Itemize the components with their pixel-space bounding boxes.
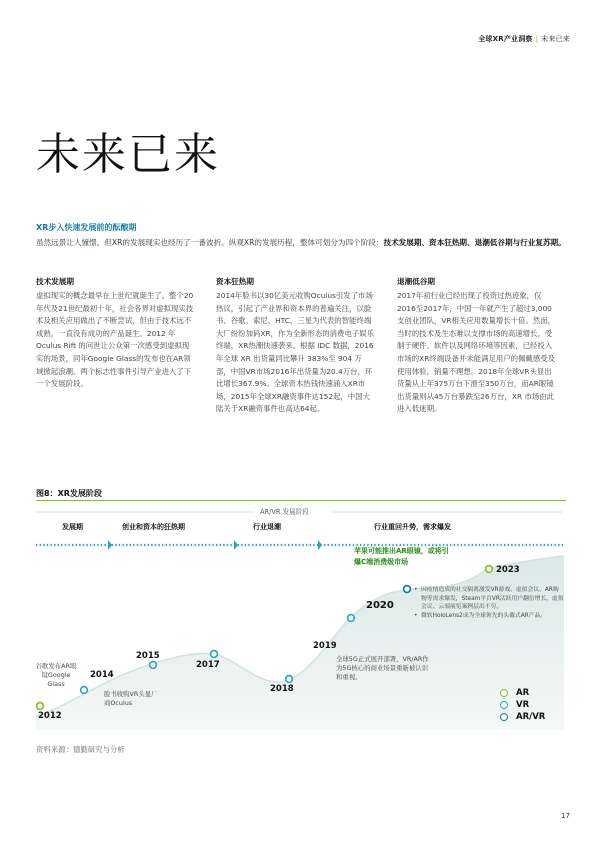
year-2015: 2015 [136, 651, 160, 661]
marker-2017 [211, 651, 218, 658]
stage-divider [234, 540, 238, 550]
legend-dot-vr [500, 701, 508, 709]
header-section: 未来已来 [541, 35, 570, 43]
stage-divider [108, 540, 112, 550]
year-2014: 2014 [90, 670, 114, 680]
legend-label: AR [516, 688, 530, 698]
marker-2020 [404, 586, 411, 593]
year-2019: 2019 [313, 641, 337, 651]
source-note: 资料来源：德勤研究与分析 [36, 745, 125, 754]
column-heading: 技术发展期 [36, 277, 74, 286]
overall-stage-label: AR/VR 发展阶段 [260, 508, 309, 516]
report-name: 全球XR产业洞察 [478, 35, 533, 43]
page-number: 17 [561, 812, 570, 820]
stage-label-development: 发展期 [62, 523, 83, 531]
annotation-2019: 全球5G正式展开部署，VR/AR作为5G核心的商业场景重新被认识和重视。 [336, 655, 429, 681]
intro-bold: 技术发展期、资本狂热期、退潮低谷期与行业复苏期。 [383, 238, 566, 247]
intro-text: 虽然远景让人憧憬，但XR的发展现实也经历了一番波折。纵观XR的发展历程，整体可划分为四个阶段： [36, 238, 384, 247]
column-body: 2017年初行业已经出现了投资过热迹象，仅2016至2017年，中国一年就产生了超过3,000支创业团队，VR相关应用数量增长十倍。然而，当时的技术及生态难以支撑市场的高速增长。受制于硬件、软件以及网络环境等因素，已经投入市场的XR终端设备并未能满足用户的佩戴感受及使用体验，销量不理想。2018年全球VR头显出货量从上年375万台下滑至350万台，而AR眼镜出货量则从45万台暴跌至26万台，XR 市场由此进入低迷期。 [397, 291, 556, 414]
marker-2018 [286, 676, 293, 683]
bullet-item: • 微软HoloLens2成为全球领先的头戴式AR产品。 [414, 612, 564, 621]
legend-item-ar [500, 687, 545, 699]
year-2012: 2012 [38, 711, 62, 721]
marker-2012 [37, 703, 44, 710]
legend [500, 687, 545, 723]
legend-dot-ar [500, 689, 508, 697]
figure-title: 图8：XR发展阶段 [36, 489, 102, 498]
column-heading: 退潮低谷期 [397, 277, 435, 286]
legend-dot-arvr [500, 713, 508, 721]
stage-divider [318, 540, 322, 550]
stage-label-ebb: 行业退潮 [253, 523, 281, 531]
stage-label-recovery: 行业重回升势，需求爆发 [374, 523, 451, 531]
legend-item-vr [500, 699, 545, 711]
year-2017: 2017 [196, 660, 220, 670]
year-2018: 2018 [270, 684, 294, 694]
annotation-2023: 苹果可能推出AR眼镜，或将引爆C端消费级市场 [354, 547, 449, 566]
page-title: 未来已来 [36, 129, 220, 180]
column-heading: 资本狂热期 [216, 277, 254, 286]
column-body: 2014年脸书以30亿美元收购Oculus引发了市场热议，引起了产业界和资本界的普遍关注，以脸书、谷歌、索尼、HTC、三星为代表的智能终端大厂纷纷加码XR，作为全新形态的消费电子娱乐终端，XR热潮快速袭来。根据 IDC 数据，2016 年全球 XR 出货量同比攀升 383%至 904 万部，中国VR市场2016年出货量为20.4万台，环比增长367.9%。全球资本热钱快速涌入XR市场，2015年全球XR融资事件达152起，中国大陆关于XR融资事件也高达64起。 [216, 291, 375, 414]
year-2023: 2023 [496, 565, 520, 575]
marker-2019 [348, 615, 355, 622]
column-body: 虚拟现实的概念最早在上世纪就诞生了。整个20年代及21世纪最初十年，社会各界对虚拟现实技术及相关应用做出了不断尝试，但由于技术远不成熟，一直没有成功的产品诞生。2012 年 Oculus Rift 的问世让公众第一次感受到虚拟现实的场景，同年Google Glass的发布也在AR领域掀起浪潮。两个标志性事件引导产业进入了下一个发展阶段。 [36, 291, 194, 389]
header-separator: | [535, 35, 539, 43]
annotation-2014: 脸书收购VR头显厂商Oculus [104, 690, 158, 707]
section-heading: XR步入快速发展前的酝酿期 [36, 223, 137, 232]
stage-dividers [108, 540, 322, 550]
bullet-item: • 因疫情造成的社交隔离激发VR游戏、虚拟会议、AR购物等需求爆发，Steam平台VR活跃用户翻倍增长，虚拟会议、云端展览案例层出不穷。 [414, 586, 564, 612]
legend-label: VR [516, 700, 530, 710]
marker-2015 [150, 662, 157, 669]
marker-2023 [486, 566, 493, 573]
bullets-2020 [414, 586, 564, 620]
stage-label-frenzy: 创业和资本的狂热期 [122, 523, 185, 531]
legend-item-arvr [500, 711, 545, 723]
legend-label: AR/VR [516, 712, 546, 722]
marker-2014 [81, 687, 88, 694]
year-2020: 2020 [366, 600, 394, 611]
annotation-2012: 谷歌发布AR眼镜Google Glass [35, 662, 77, 688]
